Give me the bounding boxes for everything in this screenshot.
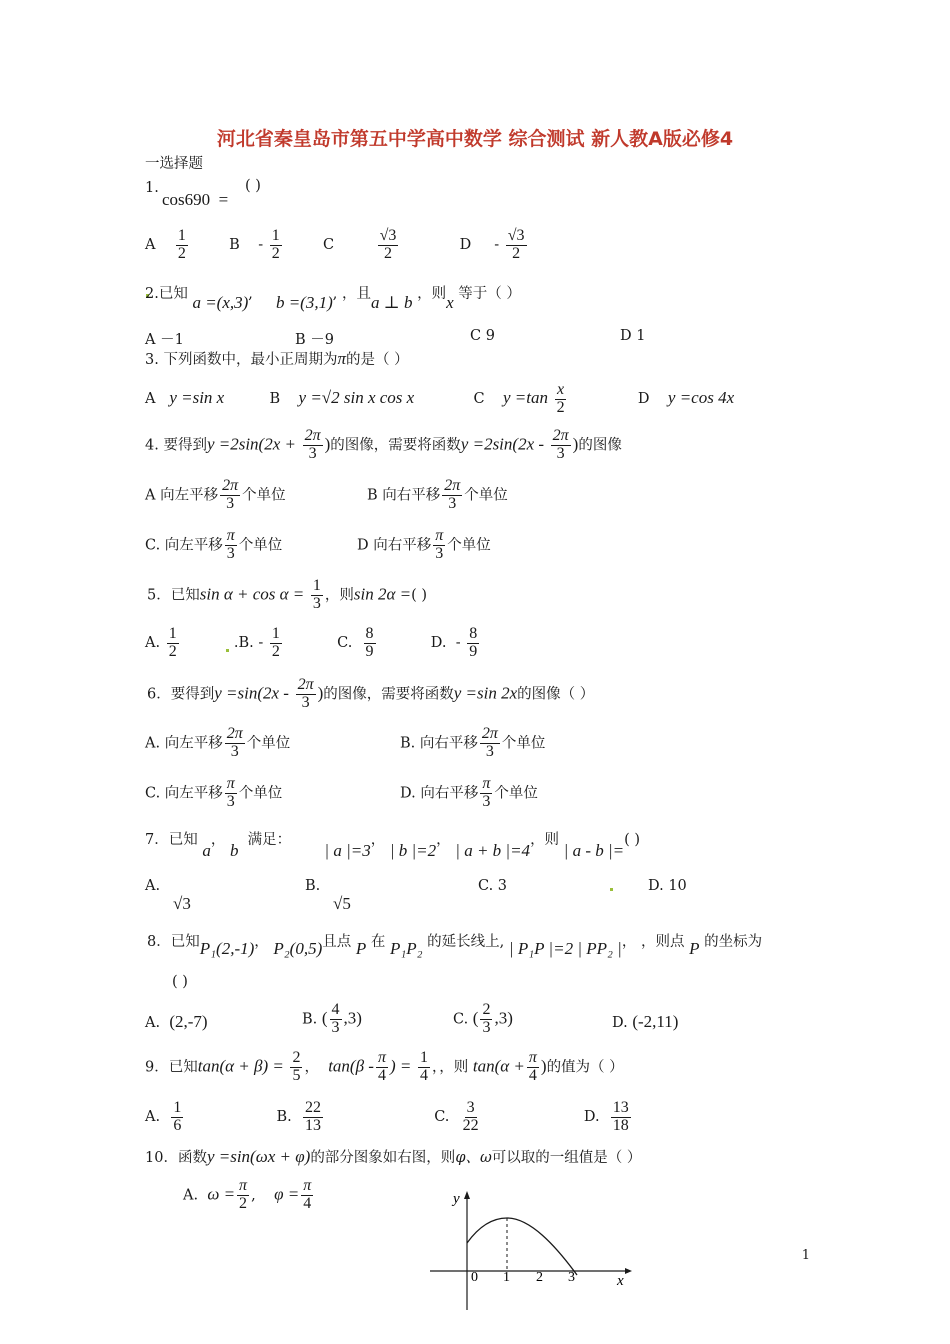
q3-option-b: B y =√2 sin x cos x — [269, 388, 415, 408]
q1-option-c: C $\frac{√3}{2}$ — [322, 227, 397, 262]
q7-stem: 7．已知 a， b 满足： | a |=3， | b |=2， | a + b |=4，则 | a - b |=( ) — [145, 832, 641, 860]
q3-stem: 3. 下列函数中，最小正周期为π的是（ ） — [145, 349, 409, 368]
q4-option-a: A 向左平移 $\frac{2\pi}{3}$ 个单位 — [145, 477, 286, 512]
tick-label: 3 — [568, 1270, 575, 1285]
q1-number: 1. — [145, 180, 159, 196]
q1-expression: cos690 = — [162, 190, 229, 209]
q6-option-d: D. 向右平移 $\frac{\pi}{3}$ 个单位 — [400, 775, 538, 810]
q2-option-c: C 9 — [470, 328, 495, 344]
q1-option-a: A $\frac{1}{2}$ — [145, 227, 186, 262]
q9-options — [145, 1100, 633, 1135]
tick-label: 2 — [536, 1270, 543, 1285]
q7-option-a: A. √3 — [145, 878, 191, 913]
q5-option-c: C. $\frac{8}{9}$ — [337, 625, 374, 660]
q1-paren: ( ) — [245, 178, 261, 194]
q5-options — [145, 626, 481, 661]
q2-option-d: D 1 — [620, 328, 646, 344]
q9-stem: 9．已知tan(α + β) = $\frac{2}{5}$ ， tan(β - $\frac{\pi}{4}$ ) = $\frac{1}{4}$ ，，则 tan(α + $\frac{\pi}{4}$ )的值为（ ） — [145, 1049, 624, 1084]
q5-stem: 5．已知sin α + cos α = $\frac{1}{3}$ ，则sin 2α =( ) — [147, 577, 428, 612]
q4-option-c: C. 向左平移 $\frac{\pi}{3}$ 个单位 — [145, 527, 283, 562]
q1-options — [145, 228, 529, 263]
document-title: 河北省秦皇岛市第五中学高中数学 综合测试 新人教A版必修4 — [216, 128, 734, 150]
q7-option-d: D. 10 — [648, 878, 687, 894]
q2-option-b: B －9 — [295, 332, 334, 348]
q9-option-c: C. $\frac{3}{22}$ — [434, 1099, 479, 1134]
page-number: 1 — [801, 1248, 810, 1263]
q10-option-a: A. ω = $\frac{\pi}{2}$ , φ = $\frac{\pi}{4}$ — [183, 1177, 312, 1212]
q4-option-d: D 向右平移 $\frac{\pi}{3}$ 个单位 — [357, 527, 491, 562]
margin-dot — [610, 888, 613, 891]
q7-option-b: B. √5 — [305, 878, 351, 913]
q2-stem: 2.已知 a =(x,3), b =(3,1), ，且a ⊥ b ，则x 等于（ ） — [145, 286, 521, 312]
q5-option-d: D. - $\frac{8}{9}$ — [430, 625, 478, 660]
q6-option-c: C. 向左平移 $\frac{\pi}{3}$ 个单位 — [145, 775, 283, 810]
q5-option-b: .B. - $\frac{1}{2}$ — [233, 625, 280, 660]
q8-option-c: C. ( $\frac{2}{3}$ ,3) — [453, 1001, 513, 1036]
q8-option-a: A. (2,-7) — [145, 1012, 208, 1031]
q3-options — [145, 382, 734, 417]
q8-stem: 8．已知P₁(2,-1)， P₂(0,5)且点 P 在 P₁P₂ 的延长线上, | P₁P |=2 | PP₂ |， ，则点 P 的坐标为 — [147, 934, 763, 958]
q9-option-d: D. $\frac{13}{18}$ — [583, 1099, 629, 1134]
q3-option-d: D y =cos 4x — [637, 388, 735, 408]
q9-option-a: A. $\frac{1}{6}$ — [145, 1099, 182, 1134]
q7-option-c: C. 3 — [478, 878, 508, 894]
sine-curve — [467, 1218, 577, 1275]
q3-option-a: A y =sin x — [145, 388, 225, 408]
q8-paren: ( ) — [172, 974, 188, 990]
q3-option-c: C y =tan $\frac{x}{2}$ — [473, 381, 565, 416]
section-heading: 一选择题 — [145, 156, 203, 172]
q6-option-b: B. 向右平移 $\frac{2\pi}{3}$ 个单位 — [400, 725, 546, 760]
q8-option-b: B. ( $\frac{4}{3}$ ,3) — [302, 1001, 362, 1036]
q1-option-d: D - $\frac{√3}{2}$ — [459, 227, 525, 262]
y-axis-label: y — [453, 1191, 460, 1207]
x-axis-arrow — [625, 1268, 632, 1274]
q5-option-a: A. $\frac{1}{2}$ — [145, 625, 177, 660]
y-axis-arrow — [464, 1191, 470, 1199]
q4-option-b: B 向右平移 $\frac{2\pi}{3}$ 个单位 — [367, 477, 508, 512]
q10-stem: 10．函数y =sin(ωx + φ)的部分图象如右图，则φ、ω可以取的一组值是（ ） — [145, 1147, 642, 1166]
function-graph — [425, 1185, 645, 1315]
q4-stem: 4. 要得到y =2sin(2x + $\frac{2\pi}{3}$ )的图像，需要将函数y =2sin(2x - $\frac{2\pi}{3}$ )的图像 — [145, 427, 622, 462]
q6-stem: 6．要得到y =sin(2x - $\frac{2\pi}{3}$ )的图像，需要将函数y =sin 2x的图像（ ） — [147, 676, 595, 711]
q2-option-a: A －1 — [145, 332, 184, 348]
q9-option-b: B. $\frac{22}{13}$ — [276, 1099, 322, 1134]
x-axis-label: x — [617, 1273, 624, 1289]
tick-label: 1 — [503, 1270, 510, 1285]
q1-option-b: B - $\frac{1}{2}$ — [229, 227, 280, 262]
tick-label: 0 — [471, 1270, 478, 1285]
q6-option-a: A. 向左平移 $\frac{2\pi}{3}$ 个单位 — [145, 725, 291, 760]
q8-option-d: D. (-2,11) — [612, 1012, 679, 1031]
